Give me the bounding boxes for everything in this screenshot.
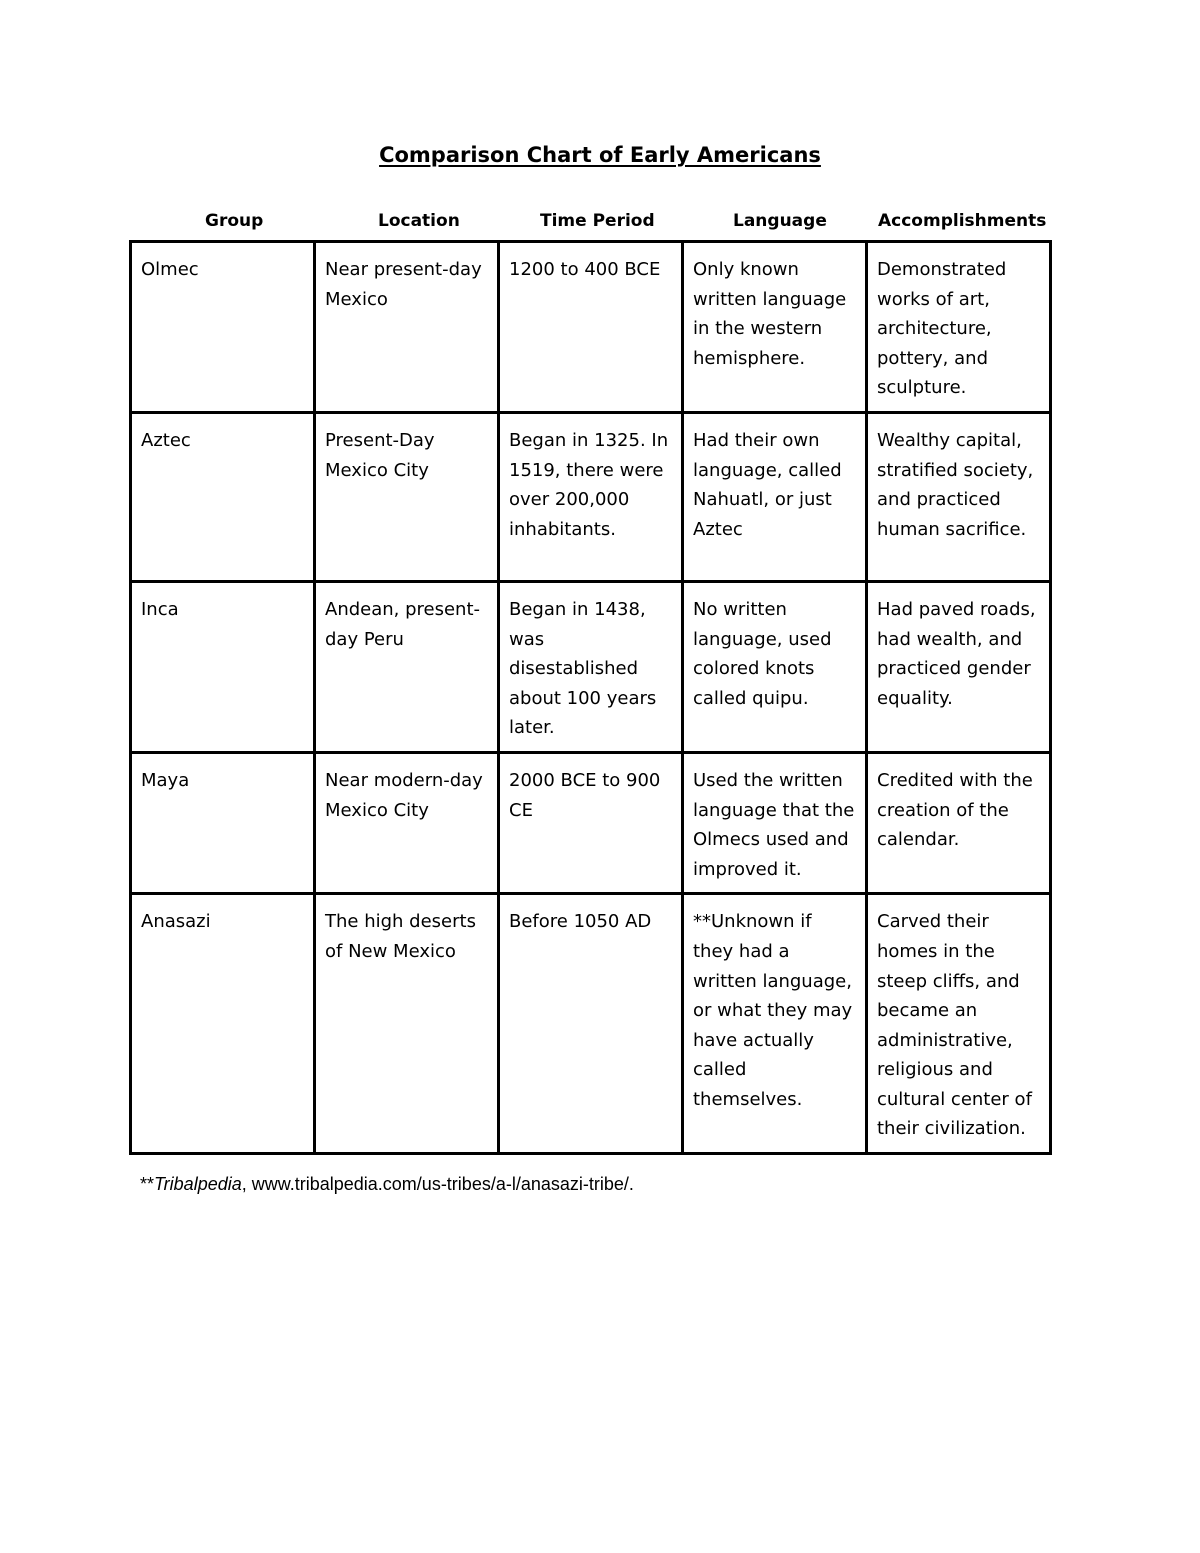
cell-group: Olmec <box>131 242 315 413</box>
cell-language: Only known written language in the western hemisphere. <box>683 242 867 413</box>
comparison-table <box>129 240 1052 1155</box>
cell-language: **Unknown if they had a written language, or what they may have actually called themselves. <box>683 894 867 1154</box>
cell-language: No written language, used colored knots called quipu. <box>683 581 867 752</box>
table-header-row <box>130 211 1050 235</box>
cell-language: Used the written language that the Olmecs used and improved it. <box>683 752 867 893</box>
cell-location: Andean, present-day Peru <box>315 581 499 752</box>
table-row <box>131 752 1051 893</box>
cell-location: The high deserts of New Mexico <box>315 894 499 1154</box>
cell-time-period: Began in 1438, was disestablished about 100 years later. <box>499 581 683 752</box>
cell-time-period: 2000 BCE to 900 CE <box>499 752 683 893</box>
cell-group: Maya <box>131 752 315 893</box>
footnote-url: , www.tribalpedia.com/us-tribes/a-l/anasazi-tribe/. <box>241 1174 634 1194</box>
cell-time-period: Before 1050 AD <box>499 894 683 1154</box>
cell-group: Inca <box>131 581 315 752</box>
table-row <box>131 242 1051 413</box>
header-location: Location <box>378 211 460 231</box>
cell-accomplishments: Had paved roads, had wealth, and practiced gender equality. <box>867 581 1051 752</box>
page-title: Comparison Chart of Early Americans <box>379 143 821 167</box>
cell-time-period: 1200 to 400 BCE <box>499 242 683 413</box>
table-row <box>131 894 1051 1154</box>
cell-accomplishments: Wealthy capital, stratified society, and practiced human sacrifice. <box>867 412 1051 581</box>
header-accomplishments: Accomplishments <box>878 211 1047 231</box>
table-row <box>131 581 1051 752</box>
table-row <box>131 412 1051 581</box>
footnote-source: Tribalpedia <box>154 1174 242 1194</box>
cell-accomplishments: Carved their homes in the steep cliffs, and became an administrative, religious and cultural center of their civilization. <box>867 894 1051 1154</box>
cell-location: Present-Day Mexico City <box>315 412 499 581</box>
cell-location: Near present-day Mexico <box>315 242 499 413</box>
cell-location: Near modern-day Mexico City <box>315 752 499 893</box>
cell-group: Anasazi <box>131 894 315 1154</box>
header-group: Group <box>205 211 264 231</box>
cell-accomplishments: Demonstrated works of art, architecture, pottery, and sculpture. <box>867 242 1051 413</box>
header-time-period: Time Period <box>540 211 655 231</box>
cell-language: Had their own language, called Nahuatl, or just Aztec <box>683 412 867 581</box>
footnote-citation <box>140 1174 634 1195</box>
footnote-marker: ** <box>140 1174 155 1194</box>
cell-accomplishments: Credited with the creation of the calendar. <box>867 752 1051 893</box>
cell-time-period: Began in 1325. In 1519, there were over 200,000 inhabitants. <box>499 412 683 581</box>
header-language: Language <box>733 211 827 231</box>
cell-group: Aztec <box>131 412 315 581</box>
